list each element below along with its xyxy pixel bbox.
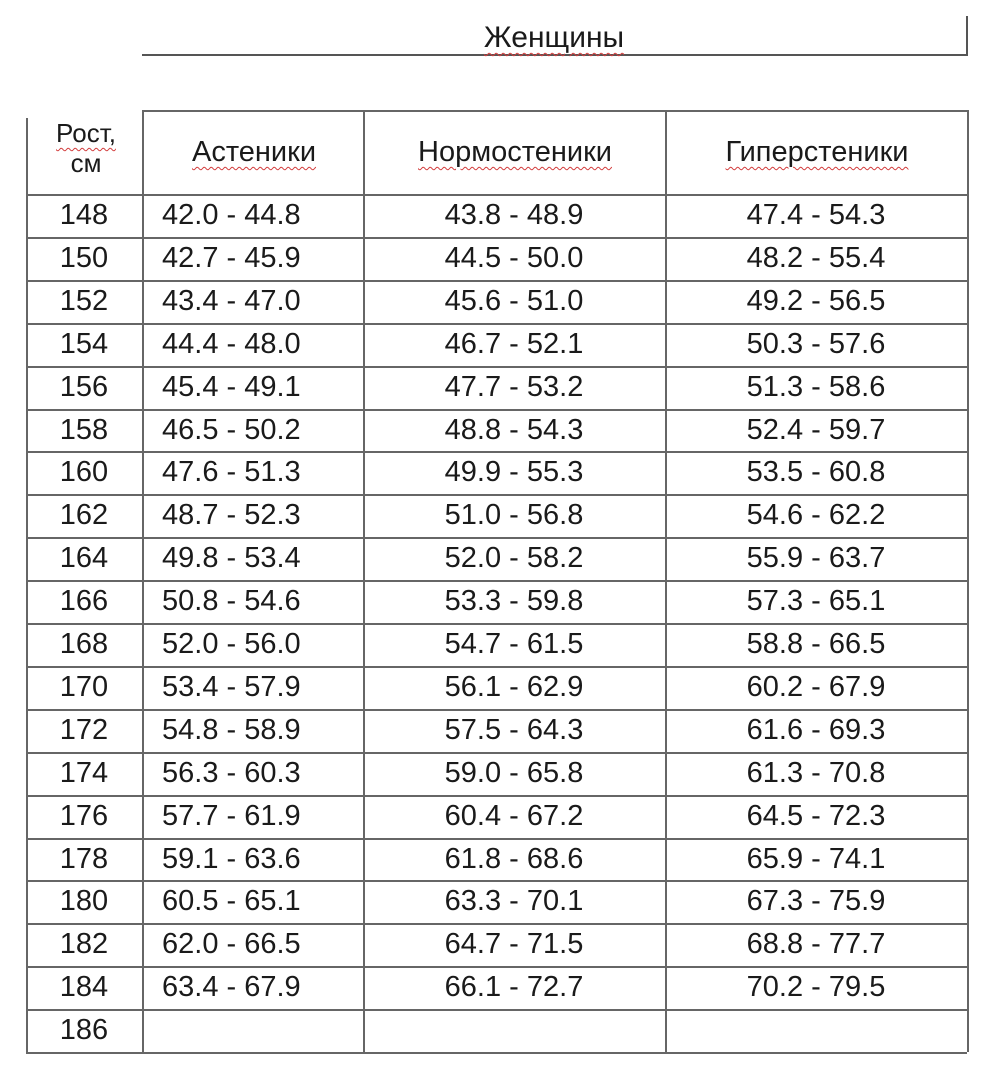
height-cell: 176	[59, 800, 109, 832]
height-cell: 152	[59, 285, 109, 317]
hypersthenic-cell: 61.6 - 69.3	[746, 714, 886, 746]
grid-hline	[26, 194, 967, 196]
asthenic-cell: 48.7 - 52.3	[162, 499, 301, 531]
height-header-line1: Рост,	[56, 118, 116, 148]
height-cell: 186	[59, 1014, 109, 1046]
grid-hline	[142, 110, 967, 112]
height-cell: 184	[59, 971, 109, 1003]
asthenic-cell: 57.7 - 61.9	[162, 800, 301, 832]
asthenic-cell: 46.5 - 50.2	[162, 414, 301, 446]
height-cell: 178	[59, 843, 109, 875]
asthenic-cell: 62.0 - 66.5	[162, 928, 301, 960]
grid-hline	[26, 1009, 967, 1011]
grid-hline	[26, 880, 967, 882]
hypersthenic-cell: 52.4 - 59.7	[746, 414, 886, 446]
grid-hline	[26, 752, 967, 754]
asthenic-cell: 63.4 - 67.9	[162, 971, 301, 1003]
grid-hline	[26, 1052, 967, 1054]
height-cell: 172	[59, 714, 109, 746]
height-cell: 168	[59, 628, 109, 660]
normosthenic-header-text: Нормостеники	[418, 136, 612, 168]
normosthenic-cell: 57.5 - 64.3	[444, 714, 584, 746]
normosthenic-cell: 54.7 - 61.5	[444, 628, 584, 660]
hypersthenic-cell: 57.3 - 65.1	[746, 585, 886, 617]
normosthenic-cell: 64.7 - 71.5	[444, 928, 584, 960]
hypersthenic-cell: 68.8 - 77.7	[746, 928, 886, 960]
grid-hline	[26, 494, 967, 496]
normosthenic-cell: 47.7 - 53.2	[444, 371, 584, 403]
asthenic-cell: 54.8 - 58.9	[162, 714, 301, 746]
hypersthenic-column-header	[667, 136, 967, 169]
asthenic-cell: 60.5 - 65.1	[162, 885, 301, 917]
hypersthenic-cell: 60.2 - 67.9	[746, 671, 886, 703]
hypersthenic-cell: 50.3 - 57.6	[746, 328, 886, 360]
asthenic-cell: 56.3 - 60.3	[162, 757, 301, 789]
hypersthenic-cell: 48.2 - 55.4	[746, 242, 886, 274]
asthenic-cell: 45.4 - 49.1	[162, 371, 301, 403]
normosthenic-cell: 60.4 - 67.2	[444, 800, 584, 832]
normosthenic-cell: 43.8 - 48.9	[444, 199, 584, 231]
asthenic-header-text: Астеники	[191, 136, 317, 168]
hypersthenic-cell: 47.4 - 54.3	[746, 199, 886, 231]
height-cell: 180	[59, 885, 109, 917]
height-cell: 156	[59, 371, 109, 403]
normosthenic-cell: 53.3 - 59.8	[444, 585, 584, 617]
height-cell: 154	[59, 328, 109, 360]
height-cell: 148	[59, 199, 109, 231]
grid-hline	[26, 709, 967, 711]
grid-hline	[26, 537, 967, 539]
hypersthenic-cell: 67.3 - 75.9	[746, 885, 886, 917]
asthenic-column-header	[145, 136, 363, 169]
hypersthenic-cell: 70.2 - 79.5	[746, 971, 886, 1003]
grid-hline	[26, 966, 967, 968]
hypersthenic-cell: 53.5 - 60.8	[746, 456, 886, 488]
normosthenic-cell: 61.8 - 68.6	[444, 843, 584, 875]
asthenic-cell: 59.1 - 63.6	[162, 843, 301, 875]
normosthenic-cell: 63.3 - 70.1	[444, 885, 584, 917]
grid-vline	[967, 110, 969, 1052]
normosthenic-cell: 44.5 - 50.0	[444, 242, 584, 274]
hypersthenic-cell: 49.2 - 56.5	[746, 285, 886, 317]
asthenic-cell: 42.7 - 45.9	[162, 242, 301, 274]
height-cell: 170	[59, 671, 109, 703]
grid-hline	[26, 366, 967, 368]
normosthenic-column-header	[364, 136, 666, 169]
height-cell: 164	[59, 542, 109, 574]
hypersthenic-cell: 51.3 - 58.6	[746, 371, 886, 403]
grid-hline	[26, 409, 967, 411]
table-title-text: Женщины	[483, 21, 625, 54]
normosthenic-cell: 49.9 - 55.3	[444, 456, 584, 488]
grid-hline	[26, 237, 967, 239]
normosthenic-cell: 45.6 - 51.0	[444, 285, 584, 317]
grid-hline	[26, 280, 967, 282]
grid-hline	[26, 923, 967, 925]
asthenic-cell: 44.4 - 48.0	[162, 328, 301, 360]
hypersthenic-cell: 54.6 - 62.2	[746, 499, 886, 531]
hypersthenic-cell: 64.5 - 72.3	[746, 800, 886, 832]
grid-hline	[26, 666, 967, 668]
normosthenic-cell: 51.0 - 56.8	[444, 499, 584, 531]
asthenic-cell: 47.6 - 51.3	[162, 456, 301, 488]
height-cell: 182	[59, 928, 109, 960]
asthenic-cell: 50.8 - 54.6	[162, 585, 301, 617]
grid-hline	[26, 623, 967, 625]
normosthenic-cell: 52.0 - 58.2	[444, 542, 584, 574]
height-header-line2: см	[70, 148, 102, 178]
height-cell: 166	[59, 585, 109, 617]
height-cell: 150	[59, 242, 109, 274]
height-column-header	[30, 118, 142, 178]
grid-hline	[26, 451, 967, 453]
asthenic-cell: 53.4 - 57.9	[162, 671, 301, 703]
asthenic-cell: 42.0 - 44.8	[162, 199, 301, 231]
normosthenic-cell: 48.8 - 54.3	[444, 414, 584, 446]
grid-hline	[26, 323, 967, 325]
hypersthenic-cell: 55.9 - 63.7	[746, 542, 886, 574]
height-cell: 158	[59, 414, 109, 446]
hypersthenic-header-text: Гиперстеники	[725, 136, 909, 168]
height-cell: 174	[59, 757, 109, 789]
hypersthenic-cell: 61.3 - 70.8	[746, 757, 886, 789]
hypersthenic-cell: 58.8 - 66.5	[746, 628, 886, 660]
normosthenic-cell: 56.1 - 62.9	[444, 671, 584, 703]
grid-hline	[26, 795, 967, 797]
asthenic-cell: 52.0 - 56.0	[162, 628, 301, 660]
table-title	[142, 16, 968, 56]
asthenic-cell: 49.8 - 53.4	[162, 542, 301, 574]
grid-hline	[26, 838, 967, 840]
height-cell: 160	[59, 456, 109, 488]
grid-hline	[26, 580, 967, 582]
normosthenic-cell: 66.1 - 72.7	[444, 971, 584, 1003]
height-cell: 162	[59, 499, 109, 531]
asthenic-cell: 43.4 - 47.0	[162, 285, 301, 317]
normosthenic-cell: 46.7 - 52.1	[444, 328, 584, 360]
normosthenic-cell: 59.0 - 65.8	[444, 757, 584, 789]
hypersthenic-cell: 65.9 - 74.1	[746, 843, 886, 875]
